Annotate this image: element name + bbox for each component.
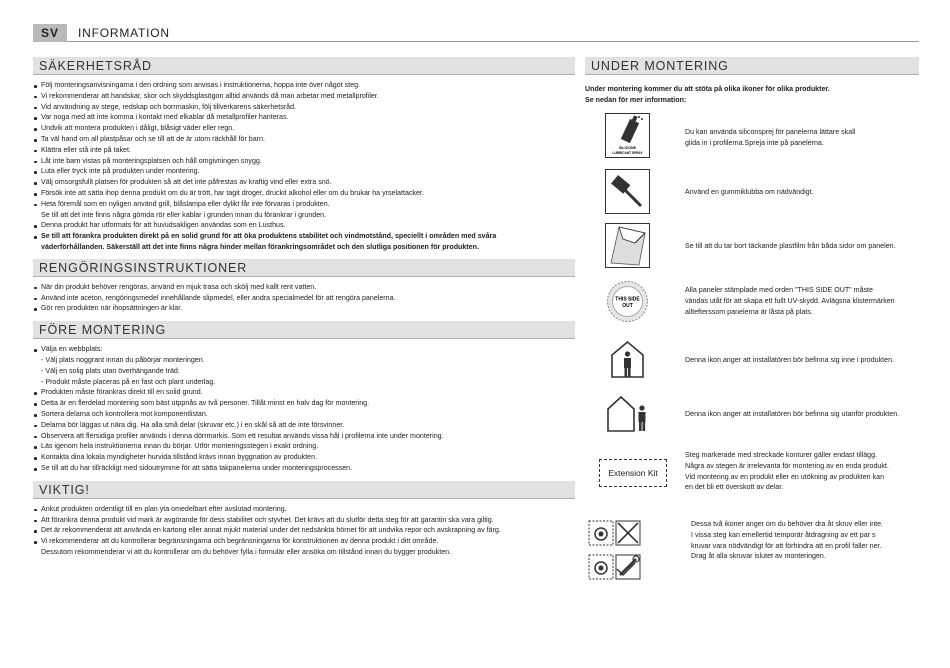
description-line: Några av stegen är irrelevanta för montering av en enda produkt. xyxy=(685,461,889,470)
description-line: I vissa steg kan emellertid temporär åtdragning av ett par s xyxy=(691,530,876,539)
list-item: Vid användning av stege, redskap och borrmaskin, följ tillverkarens säkerhetsråd. xyxy=(33,102,575,113)
left-column xyxy=(33,57,575,558)
description-line: kruvar vara nödvändigt för att förhindra att en profil faller ner. xyxy=(691,541,882,550)
list-item: Denna produkt har utformats för att huvudsakligen användas som en Lusthus. xyxy=(33,220,575,231)
page-header xyxy=(33,24,919,42)
list-subitem: - Välj plats noggrant innan du påbörjar monteringen. xyxy=(41,355,205,364)
mallet-description: Använd en gummiklubba om nädvändigt. xyxy=(685,188,814,196)
extension-kit-box: Extension Kit xyxy=(599,459,667,487)
description-line: alltefterssom panelerna är låsta på plats. xyxy=(685,307,813,316)
before-heading: FÖRE MONTERING xyxy=(33,321,575,339)
cleaning-list xyxy=(33,282,575,314)
list-item: Sortera delarna och kontrollera mot komponentlistan. xyxy=(33,409,575,420)
cleaning-heading: RENGÖRINGSINSTRUKTIONER xyxy=(33,259,575,277)
silicone-spray-icon xyxy=(605,113,650,158)
screw-tighten-icons xyxy=(587,519,643,591)
list-item-continuation: Dessutom rekommenderar vi att du kontrollerar om du behöver fylla i formulär eller ansöka om tillstånd innan du bygger produkten. xyxy=(41,547,452,556)
list-item: Välja en webbplats: xyxy=(33,344,575,355)
sticker-label: THIS SIDE xyxy=(615,296,640,303)
list-item: Vi rekommenderar att du kontrollerar begränsningarna och begränsningarna för konstruktionen av denna produkt i ditt område. xyxy=(33,536,575,547)
list-item: Gör ren produkten när ihopsättningen är klar. xyxy=(33,303,575,314)
description-line: Alla paneler stämplade med orden "THIS SIDE OUT" måste xyxy=(685,286,873,294)
list-item: Luta eller tryck inte på produkten under montering. xyxy=(33,166,575,177)
list-item: Undvik att montera produkten i dåligt, blåsigt väder eller regn. xyxy=(33,123,575,134)
spray-description xyxy=(685,127,915,149)
list-item: Försök inte att sätta ihop denna produkt om du är trött, har tagit droger, druckit alkohol eller om du brukar ha yrselattacker. xyxy=(33,188,575,199)
screw-description xyxy=(691,519,921,562)
description-line: Vid montering av en produkt eller en utökning av produkten kan xyxy=(685,472,885,481)
list-item-bold-continuation: väderförhållanden. Säkerställ att det inte finns några hinder mellan förankringsområdet och den slutliga positionen för produkten. xyxy=(41,242,479,251)
list-item: Observera att flersidiga profiler används i denna dörrmarkis. Som ett resultat används vissa hål i profilerna inte under montering. xyxy=(33,431,575,442)
list-item: Det är rekommenderat att använda en kartong eller annat mjukt material under det nedsänkta hörnet för att undvika repor och avskrapning av färg. xyxy=(33,525,575,536)
list-item: Att förankra denna produkt vid mark är avgörande för dess stabilitet och styvhet. Det krävs att du slutför detta steg för att garantin ska vara giltig. xyxy=(33,515,575,526)
spray-label: SILICONE xyxy=(619,146,636,150)
list-item: Vi rekommenderar att handskar, skor och skyddsglasögon alltid används då man arbetar med metallprofiler. xyxy=(33,91,575,102)
during-heading: UNDER MONTERING xyxy=(585,57,919,75)
description-line: vändas utåt för att skapa ett fullt UV-skydd. Avlägsna klistermärken xyxy=(685,296,895,305)
list-item: Följ monteringsanvisningarna i den ordning som anvisas i instruktionerna, hoppa inte över något steg. xyxy=(33,80,575,91)
list-item: Använd inte aceton, rengöringsmedel innehållande slipmedel, eller andra specialmedel för att rengöra panelerna. xyxy=(33,293,575,304)
spray-label: LUBRICANT SPRAY xyxy=(612,151,643,155)
important-list xyxy=(33,504,575,558)
safety-heading: SÄKERHETSRÅD xyxy=(33,57,575,75)
inside-house-icon xyxy=(605,337,650,382)
before-list xyxy=(33,344,575,474)
list-item: Detta är en flerdelad montering som bäst utppnås av två personer. Tillåt minst en halv dag för montering. xyxy=(33,398,575,409)
outside-house-icon xyxy=(605,391,650,436)
list-item: Kontakta dina lokala myndigheter hurvida tillstånd krävs innan byggnation av produkten. xyxy=(33,452,575,463)
list-subitem: - Produkt måste placeras på en fast och plant underlag. xyxy=(41,377,216,386)
cleaning-section xyxy=(33,259,575,314)
protective-film-icon xyxy=(605,223,650,268)
list-subitem: - Välj en solig plats utan överhängande träd. xyxy=(41,366,180,375)
language-badge: SV xyxy=(33,24,67,42)
intro-line: Under montering kommer du att stöta på olika ikoner för olika produkter. xyxy=(585,85,830,93)
rubber-mallet-icon xyxy=(605,169,650,214)
list-item: Produkten måste förankras direkt till en solid grund. xyxy=(33,387,575,398)
list-item: När din produkt behöver rengöras, använd en mjuk trasa och skölj med kallt rent vatten. xyxy=(33,282,575,293)
safety-section xyxy=(33,57,575,253)
important-section xyxy=(33,481,575,558)
extension-kit-description xyxy=(685,450,915,493)
before-section xyxy=(33,321,575,474)
list-item: Välj omsorgsfullt platsen för produkten så att det inte påfrestas av kraftig vind eller extra snö. xyxy=(33,177,575,188)
description-line: Steg markerade med streckade konturer gäller endast tillägg. xyxy=(685,451,878,459)
list-item: Ankut produkten ordentligt till en plan yta omedelbart efter avslutad montering. xyxy=(33,504,575,515)
list-item: Var noga med att inte komma i kontakt med elkablar då metallprofiler hanteras. xyxy=(33,112,575,123)
important-heading: VIKTIG! xyxy=(33,481,575,499)
film-description: Se till att du tar bort täckande plastfilm från båda sidor om panelen. xyxy=(685,242,896,250)
intro-line: Se nedan för mer information: xyxy=(585,95,687,104)
list-item: Se till att du har tillräckligt med sidoutrymme för att sätta takpanelerna under monteringsprocessen. xyxy=(33,463,575,474)
this-side-out-icon xyxy=(605,279,650,324)
safety-list xyxy=(33,80,575,253)
description-line: Du kan använda siliconsprej för panelerna lättare skall xyxy=(685,128,856,136)
list-item: Klättra eller stå inte på taket. xyxy=(33,145,575,156)
outside-description: Denna ikon anger att installatören bör befinna sig utanför produkten. xyxy=(685,410,900,418)
list-item: Heta föremål som en nyligen använd grill, blåslampa eller dylikt får inte förvaras i produkten. xyxy=(33,199,575,210)
right-column xyxy=(585,57,919,561)
description-line: Dessa två ikoner anger om du behöver dra åt skruv eller inte. xyxy=(691,520,884,528)
sticker-description xyxy=(685,285,915,317)
during-intro xyxy=(585,84,919,105)
list-item-continuation: Se till att det inte finns några gömda rör eller kablar i grunden innan du förankrar i grunden. xyxy=(41,210,327,219)
page-title: INFORMATION xyxy=(78,26,170,40)
description-line: en det bli ett överskott av delar. xyxy=(685,483,784,492)
list-item-bold: Se till att förankra produkten direkt på en solid grund för att öka produktens stabilitet och vindmotstånd, speciellt i områden med svåra xyxy=(33,231,575,242)
list-item: Läs igenom hela instruktionerna innan du börjar. Utför monteringsstegen i exakt ordning. xyxy=(33,441,575,452)
list-item: Låt inte barn vistas på monteringsplatsen och håll omgivningen snygg. xyxy=(33,156,575,167)
inside-description: Denna ikon anger att installatören bör befinna sig inne i produkten. xyxy=(685,356,895,364)
description-line: Drag åt alla skruvar islutet av monteringen. xyxy=(691,552,826,561)
description-line: glida in i profilerna.Spreja inte på panelerna. xyxy=(685,138,824,147)
list-item: Delarna bör läggas ut nära dig. Ha alla små delar (skruvar etc.) i en skål så att de inte försvinner. xyxy=(33,420,575,431)
list-item: Ta väl hand om all plastpåsar och se till att de är utom räckhåll för barn. xyxy=(33,134,575,145)
sticker-label: OUT xyxy=(622,303,633,309)
